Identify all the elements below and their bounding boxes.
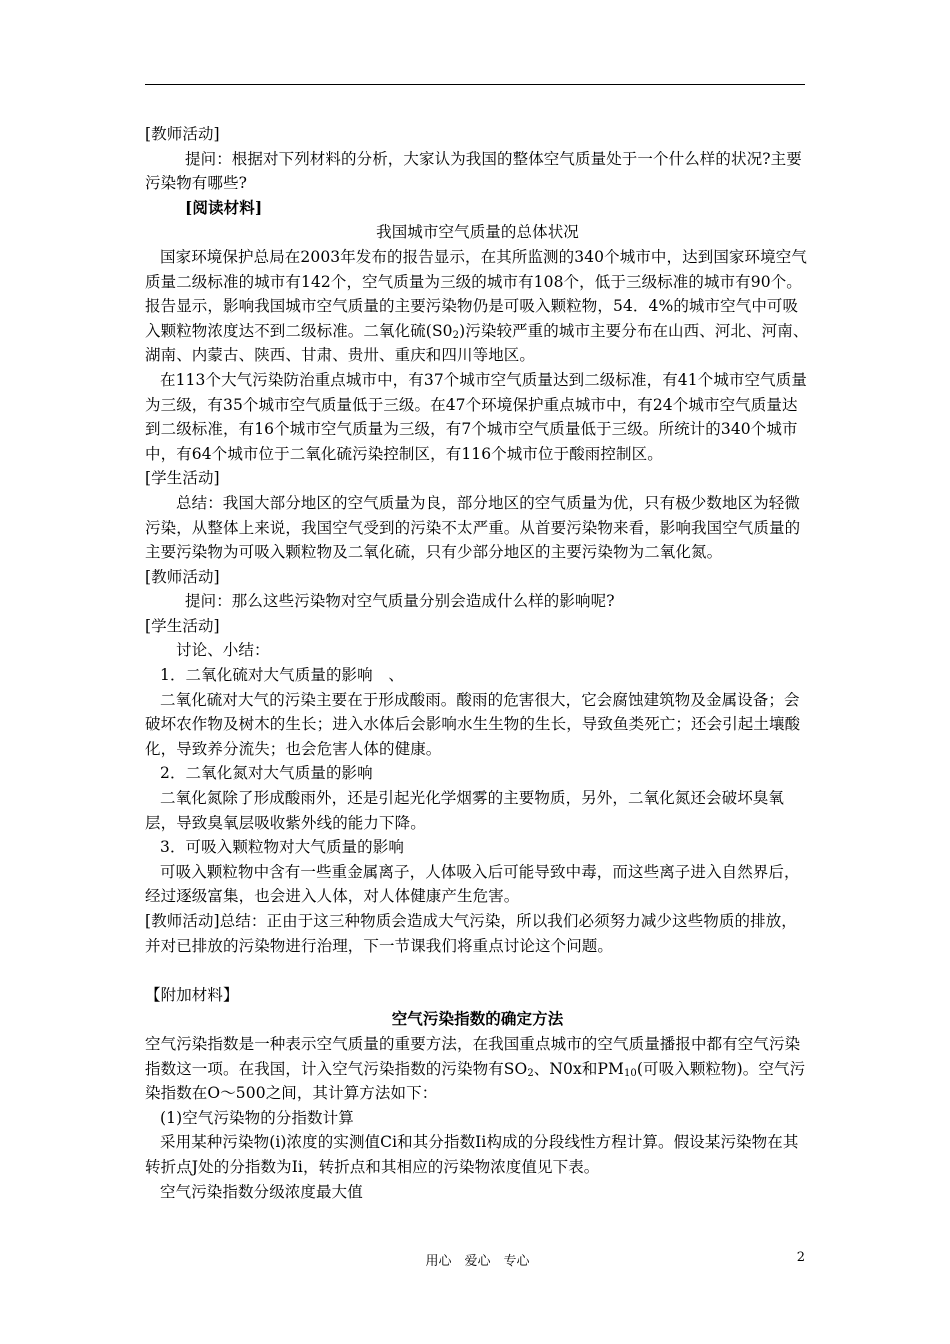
paragraph-text: 总结：我国大部分地区的空气质量为良，部分地区的空气质量为优，只有极少数地区为轻微污染，从整体上来说，我国空气受到的污染不太严重。从首要污染物来看，影响我国空气质量的主要污染物为可吸入颗粒物及二氧化硫，只有少部分地区的主要污染物为二氧化氮。 [145, 493, 801, 562]
paragraph-text: 空气污染指数分级浓度最大值 [160, 1182, 363, 1201]
paragraph [145, 835, 810, 860]
paragraph [145, 786, 810, 835]
paragraph-text: 3．可吸入颗粒物对大气质量的影响 [160, 838, 404, 857]
paragraph-text: 、N0x和PM [533, 1059, 624, 1078]
paragraph-text: 我国城市空气质量的总体状况 [376, 223, 579, 242]
paragraph-text: 2．二氧化氮对大气质量的影响 [160, 764, 373, 783]
paragraph-text: )污染较严重的城市主要分布在山西、河北、河南、湖南、内蒙古、陕西、甘肃、贵卅、重庆和四川等地区。 [145, 321, 809, 365]
paragraph [145, 1032, 810, 1106]
paragraph-text: 可吸入颗粒物中含有一些重金属离子，人体吸入后可能导致中毒，而这些离子进入自然界后，经过逐级富集，也会进入人体，对人体健康产生危害。 [145, 862, 800, 906]
paragraph [145, 196, 810, 221]
paragraph-text: 采用某种污染物(i)浓度的实测值Ci和其分指数Ii构成的分段线性方程计算。假设某污染物在其转折点J处的分指数为Ii，转折点和其相应的污染物浓度值见下表。 [145, 1133, 799, 1176]
paragraph [145, 983, 810, 1008]
footer-motto: 用心 爱心 专心 [425, 1254, 530, 1269]
subscript: 2 [527, 1067, 534, 1079]
paragraph-text: [教师活动] [145, 125, 220, 143]
paragraph-text: (1)空气污染物的分指数计算 [160, 1108, 354, 1127]
paragraph-text: 二氧化硫对大气的污染主要在于形成酸雨。酸雨的危害很大，它会腐蚀建筑物及金属设备；会破坏农作物及树木的生长；进入水体后会影响水生生物的生长，导致鱼类死亡；还会引起土壤酸化，导致养分流失；也会危害人体的健康。 [145, 690, 801, 758]
paragraph [145, 589, 810, 614]
header-rule [145, 84, 805, 85]
paragraph-text: 国家环境保护总局在2003年发布的报告显示，在其所监测的340个城市中，达到国家环境空气质量二级标准的城市有142个，空气质量为三级的城市有108个，低于三级标准的城市有90个。报告显示，影响我国城市空气质量的主要污染物仍是可吸入颗粒物，54．4%的城市空气中可吸入颗粒物浓度达不到二级标准。二氧化硫(S0 [145, 247, 807, 340]
paragraph [145, 122, 810, 147]
paragraph [145, 1106, 810, 1131]
paragraph-text: [阅读材料] [185, 197, 263, 217]
paragraph [145, 1130, 810, 1179]
document-body [145, 122, 810, 1204]
paragraph [145, 466, 810, 491]
paragraph-text: 二氧化氮除了形成酸雨外，还是引起光化学烟雾的主要物质，另外，二氧化氮还会破坏臭氧层，导致臭氧层吸收紫外线的能力下降。 [145, 789, 785, 832]
paragraph [145, 860, 810, 909]
paragraph-text: 在113个大气污染防治重点城市中，有37个城市空气质量达到二级标准，有41个城市空气质量为三级，有35个城市空气质量低于三级。在47个环境保护重点城市中，有24个城市空气质量达到二级标准，有16个城市空气质量为三级，有7个城市空气质量低于三级。所统计的340个城市中，有64个城市位于二氧化硫污染控制区，有116个城市位于酸雨控制区。 [145, 370, 807, 463]
paragraph-text: 讨论、小结： [176, 641, 270, 660]
paragraph [145, 368, 810, 466]
paragraph [145, 688, 810, 762]
paragraph-text: [学生活动] [145, 616, 220, 635]
paragraph-text: [教师活动] [145, 567, 220, 586]
paragraph-text: [学生活动] [145, 469, 220, 488]
paragraph [145, 761, 810, 786]
paragraph [145, 614, 810, 639]
paragraph-text: 提问：根据对下列材料的分析，大家认为我国的整体空气质量处于一个什么样的状况?主要污染物有哪些? [145, 149, 802, 193]
paragraph-text: 空气污染指数是一种表示空气质量的重要方法，在我国重点城市的空气质量播报中都有空气污染指数这一项。在我国，计入空气污染指数的污染物有SO [145, 1034, 801, 1078]
paragraph [145, 909, 810, 958]
paragraph-text: (可吸入颗粒物)。空气污染指数在O～500之间，其计算方法如下： [145, 1059, 806, 1103]
paragraph [145, 663, 810, 688]
paragraph-text: 【附加材料】 [145, 985, 239, 1004]
page-footer [145, 1250, 810, 1270]
paragraph-text: 1．二氧化硫对大气质量的影响 、 [160, 666, 404, 685]
paragraph [145, 245, 810, 368]
paragraph [145, 638, 810, 663]
subscript: 10 [623, 1067, 637, 1079]
paragraph [145, 565, 810, 590]
paragraph [145, 220, 810, 245]
paragraph [145, 147, 810, 196]
paragraph-text: [教师活动]总结：正由于这三种物质会造成大气污染，所以我们必须努力减少这些物质的排放，并对已排放的污染物进行治理，下一节课我们将重点讨论这个问题。 [145, 912, 797, 955]
blank-line [145, 958, 810, 983]
subscript: 2 [452, 329, 460, 341]
paragraph-text: 提问：那么这些污染物对空气质量分别会造成什么样的影响呢? [185, 592, 615, 611]
paragraph [145, 491, 810, 565]
paragraph-text: 空气污染指数的确定方法 [391, 1009, 564, 1029]
page-number: 2 [796, 1250, 805, 1265]
paragraph [145, 1180, 810, 1205]
paragraph [145, 1007, 810, 1032]
